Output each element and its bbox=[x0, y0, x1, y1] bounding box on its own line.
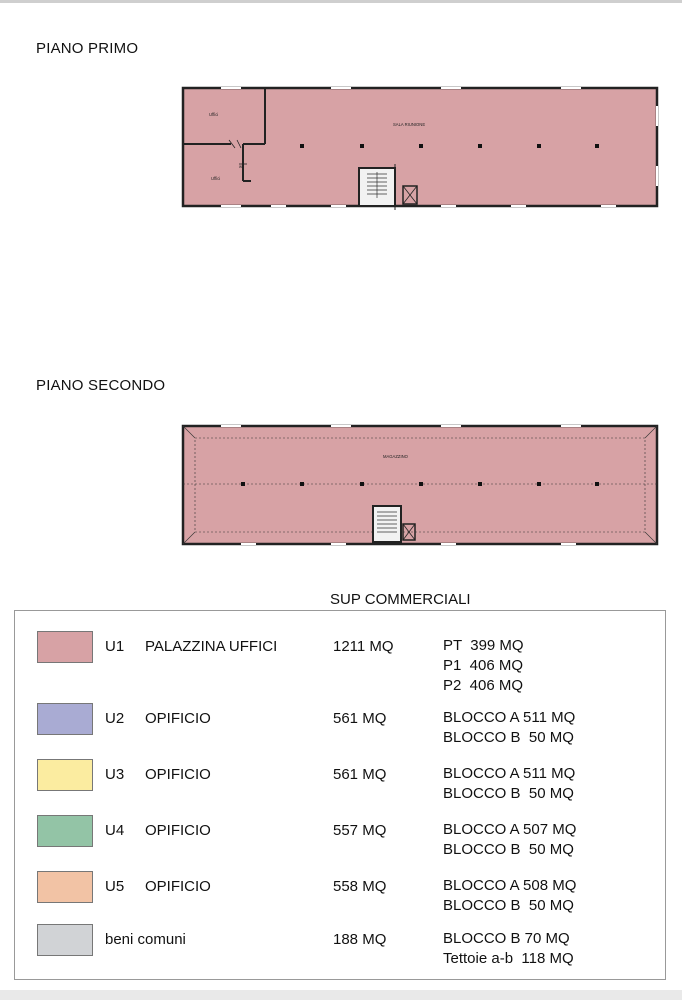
storage-label: MAGAZZINO bbox=[383, 454, 408, 459]
unit-name: PALAZZINA UFFICI bbox=[145, 638, 278, 655]
unit-code: U4 bbox=[105, 822, 125, 839]
detail-line: BLOCCO B 50 MQ bbox=[443, 841, 574, 858]
unit-name: OPIFICIO bbox=[145, 878, 211, 895]
office-label-a: Uffici bbox=[209, 112, 219, 117]
hall-label: SALA RIUNIONE bbox=[393, 122, 426, 127]
unit-name: OPIFICIO bbox=[145, 710, 211, 727]
first-floor-plan bbox=[181, 86, 659, 210]
unit-code: U5 bbox=[105, 878, 125, 895]
office-label-b: Uffici bbox=[211, 176, 221, 181]
unit-name: beni comuni bbox=[105, 931, 186, 948]
second-floor-title: PIANO SECONDO bbox=[36, 377, 166, 394]
unit-details bbox=[443, 929, 574, 969]
color-swatch bbox=[37, 815, 93, 847]
unit-name: OPIFICIO bbox=[145, 766, 211, 783]
detail-line: P1 406 MQ bbox=[443, 657, 524, 674]
unit-total: 561 MQ bbox=[333, 710, 387, 727]
unit-code: U1 bbox=[105, 638, 125, 655]
detail-line: BLOCCO A 507 MQ bbox=[443, 821, 577, 838]
unit-total: 558 MQ bbox=[333, 878, 387, 895]
unit-code: U3 bbox=[105, 766, 125, 783]
legend-table bbox=[14, 610, 666, 980]
unit-details bbox=[443, 876, 576, 916]
color-swatch bbox=[37, 631, 93, 663]
unit-details bbox=[443, 708, 575, 748]
stair-core-2 bbox=[373, 506, 401, 542]
color-swatch bbox=[37, 871, 93, 903]
detail-line: BLOCCO A 511 MQ bbox=[443, 709, 576, 726]
first-floor-title: PIANO PRIMO bbox=[36, 40, 139, 57]
detail-line: BLOCCO B 50 MQ bbox=[443, 785, 574, 802]
bottom-border bbox=[0, 990, 682, 1000]
top-border bbox=[0, 0, 682, 3]
detail-line: BLOCCO A 508 MQ bbox=[443, 877, 577, 894]
unit-total: 561 MQ bbox=[333, 766, 387, 783]
unit-details bbox=[443, 764, 575, 804]
unit-total: 1211 MQ bbox=[333, 638, 394, 655]
small-room-label: wc bbox=[239, 164, 245, 169]
detail-line: Tettoie a-b 118 MQ bbox=[443, 950, 574, 967]
detail-line: BLOCCO B 50 MQ bbox=[443, 897, 574, 914]
unit-details bbox=[443, 820, 576, 860]
detail-line: BLOCCO B 70 MQ bbox=[443, 930, 570, 947]
detail-line: PT 399 MQ bbox=[443, 637, 524, 654]
second-floor-plan bbox=[181, 424, 659, 548]
unit-code: U2 bbox=[105, 710, 125, 727]
detail-line: BLOCCO B 50 MQ bbox=[443, 729, 574, 746]
stair-core bbox=[359, 164, 395, 210]
legend-title: SUP COMMERCIALI bbox=[330, 591, 471, 608]
color-swatch bbox=[37, 924, 93, 956]
unit-total: 557 MQ bbox=[333, 822, 387, 839]
color-swatch bbox=[37, 703, 93, 735]
color-swatch bbox=[37, 759, 93, 791]
unit-total: 188 MQ bbox=[333, 931, 387, 948]
detail-line: P2 406 MQ bbox=[443, 677, 524, 694]
detail-line: BLOCCO A 511 MQ bbox=[443, 765, 576, 782]
unit-name: OPIFICIO bbox=[145, 822, 211, 839]
unit-details bbox=[443, 636, 524, 696]
